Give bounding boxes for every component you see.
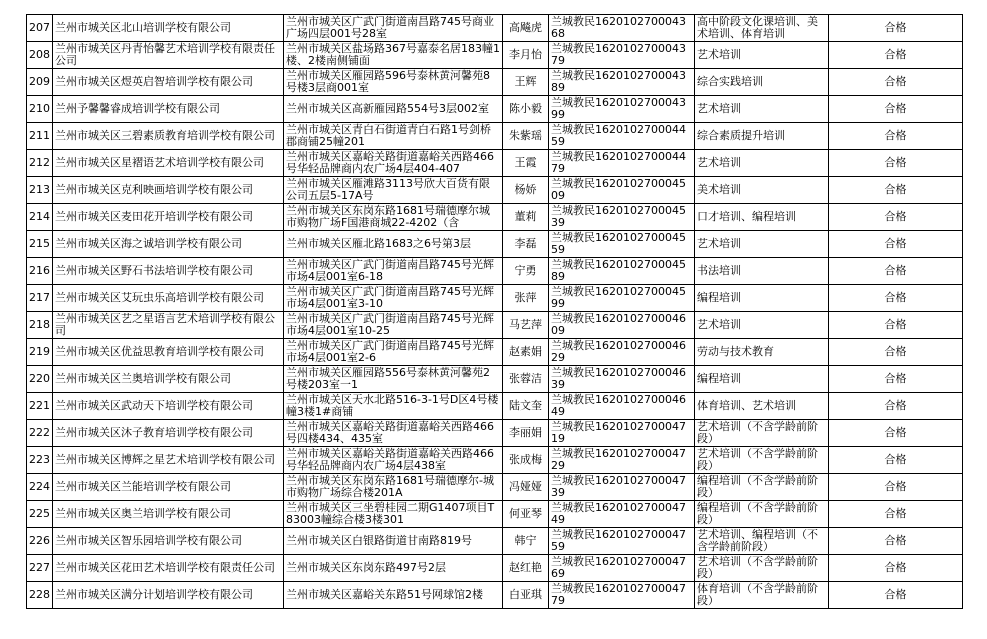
inspection-result-cell: 合格 [829,339,963,366]
inspection-result-cell: 合格 [829,42,963,69]
inspection-result-cell: 合格 [829,123,963,150]
school-name-cell: 兰州市城关区武动天下培训学校有限公司 [53,393,284,420]
table-row [27,555,963,582]
legal-person-cell: 白亚琪 [503,582,549,609]
school-name-cell: 兰州市城关区煜英启智培训学校有限公司 [53,69,284,96]
inspection-result-cell: 合格 [829,258,963,285]
license-number-cell: 兰城教民162010270004399 [549,96,695,123]
legal-person-cell: 陈小毅 [503,96,549,123]
inspection-result-cell: 合格 [829,366,963,393]
school-name-cell: 兰州市城关区花田艺术培训学校有限责任公司 [53,555,284,582]
school-name-cell: 兰州予馨馨睿成培训学校有限公司 [53,96,284,123]
row-number-cell: 222 [27,420,53,447]
row-number-cell: 225 [27,501,53,528]
school-address-cell: 兰州市城关区广武门街道南昌路745号光辉市场4层001室2-6 [284,339,503,366]
school-inspection-table [26,14,963,609]
table-row [27,420,963,447]
school-name-cell: 兰州市城关区优益思教育培训学校有限公司 [53,339,284,366]
table-row [27,393,963,420]
school-name-cell: 兰州市城关区艺之星语言艺术培训学校有限公司 [53,312,284,339]
school-name-cell: 兰州市城关区丹青怡馨艺术培训学校有限责任公司 [53,42,284,69]
row-number-cell: 228 [27,582,53,609]
table-row [27,501,963,528]
table-row [27,339,963,366]
license-number-cell: 兰城教民162010270004769 [549,555,695,582]
row-number-cell: 214 [27,204,53,231]
school-name-cell: 兰州市城关区沐子教育培训学校有限公司 [53,420,284,447]
license-number-cell: 兰城教民162010270004639 [549,366,695,393]
license-number-cell: 兰城教民162010270004389 [549,69,695,96]
legal-person-cell: 李月怡 [503,42,549,69]
school-name-cell: 兰州市城关区满分计划培训学校有限公司 [53,582,284,609]
legal-person-cell: 张蓉洁 [503,366,549,393]
training-scope-cell: 艺术培训、编程培训（不含学龄前阶段） [695,528,829,555]
training-scope-cell: 美术培训 [695,177,829,204]
legal-person-cell: 李磊 [503,231,549,258]
school-address-cell: 兰州市城关区三坐碧桂园二期G1407项目T83003幢综合楼3楼301 [284,501,503,528]
school-address-cell: 兰州市城关区雁滩路3113号欣大百货有限公司五层5-17A号 [284,177,503,204]
row-number-cell: 221 [27,393,53,420]
training-scope-cell: 艺术培训 [695,231,829,258]
legal-person-cell: 陆文奎 [503,393,549,420]
row-number-cell: 213 [27,177,53,204]
license-number-cell: 兰城教民162010270004729 [549,447,695,474]
school-name-cell: 兰州市城关区海之诚培训学校有限公司 [53,231,284,258]
training-scope-cell: 艺术培训 [695,96,829,123]
inspection-result-cell: 合格 [829,231,963,258]
inspection-result-cell: 合格 [829,69,963,96]
inspection-result-cell: 合格 [829,582,963,609]
training-scope-cell: 综合实践培训 [695,69,829,96]
license-number-cell: 兰城教民162010270004649 [549,393,695,420]
license-number-cell: 兰城教民162010270004368 [549,15,695,42]
school-name-cell: 兰州市城关区克利映画培训学校有限公司 [53,177,284,204]
inspection-result-cell: 合格 [829,528,963,555]
school-name-cell: 兰州市城关区兰奥培训学校有限公司 [53,366,284,393]
license-number-cell: 兰城教民162010270004739 [549,474,695,501]
row-number-cell: 208 [27,42,53,69]
training-scope-cell: 艺术培训（不含学龄前阶段） [695,447,829,474]
row-number-cell: 219 [27,339,53,366]
inspection-result-cell: 合格 [829,501,963,528]
school-name-cell: 兰州市城关区星褶语艺术培训学校有限公司 [53,150,284,177]
legal-person-cell: 李丽娟 [503,420,549,447]
inspection-result-cell: 合格 [829,393,963,420]
license-number-cell: 兰城教民162010270004759 [549,528,695,555]
table-row [27,96,963,123]
table-row [27,177,963,204]
school-address-cell: 兰州市城关区广武门街道南昌路745号光辉市场4层001室3-10 [284,285,503,312]
school-address-cell: 兰州市城关区广武门街道南昌路745号商业广场四层001号28室 [284,15,503,42]
row-number-cell: 215 [27,231,53,258]
inspection-result-cell: 合格 [829,204,963,231]
training-scope-cell: 艺术培训（不含学龄前阶段） [695,420,829,447]
table-row [27,69,963,96]
table-row [27,42,963,69]
school-name-cell: 兰州市城关区奥兰培训学校有限公司 [53,501,284,528]
training-scope-cell: 书法培训 [695,258,829,285]
school-name-cell: 兰州市城关区北山培训学校有限公司 [53,15,284,42]
school-name-cell: 兰州市城关区三碧素质教育培训学校有限公司 [53,123,284,150]
license-number-cell: 兰城教民162010270004459 [549,123,695,150]
row-number-cell: 211 [27,123,53,150]
row-number-cell: 217 [27,285,53,312]
row-number-cell: 209 [27,69,53,96]
training-scope-cell: 编程培训 [695,285,829,312]
inspection-result-cell: 合格 [829,420,963,447]
table-row [27,15,963,42]
legal-person-cell: 宁勇 [503,258,549,285]
training-scope-cell: 编程培训 [695,366,829,393]
legal-person-cell: 张成梅 [503,447,549,474]
inspection-result-cell: 合格 [829,285,963,312]
school-address-cell: 兰州市城关区东岗东路1681号瑞德摩尔-城市购物广场综合楼201A [284,474,503,501]
school-address-cell: 兰州市城关区广武门街道南昌路745号光辉市场4层001室10-25 [284,312,503,339]
legal-person-cell: 张萍 [503,285,549,312]
table-row [27,231,963,258]
table-row [27,150,963,177]
school-address-cell: 兰州市城关区青白石街道青白石路1号剑桥郡商铺25幢201 [284,123,503,150]
school-address-cell: 兰州市城关区广武门街道南昌路745号光辉市场4层001室6-18 [284,258,503,285]
school-address-cell: 兰州市城关区雁北路1683之6号第3层 [284,231,503,258]
row-number-cell: 224 [27,474,53,501]
table-row [27,366,963,393]
license-number-cell: 兰城教民162010270004749 [549,501,695,528]
training-scope-cell: 高中阶段文化课培训、美术培训、体育培训 [695,15,829,42]
row-number-cell: 210 [27,96,53,123]
license-number-cell: 兰城教民162010270004539 [549,204,695,231]
school-address-cell: 兰州市城关区东岗东路1681号瑞德摩尔城市购物广场F国港商城22-4202（含 [284,204,503,231]
inspection-result-cell: 合格 [829,96,963,123]
school-name-cell: 兰州市城关区艾玩虫乐高培训学校有限公司 [53,285,284,312]
legal-person-cell: 何亚琴 [503,501,549,528]
school-name-cell: 兰州市城关区野石书法培训学校有限公司 [53,258,284,285]
school-address-cell: 兰州市城关区天水北路516-3-1号D区4号楼幢3楼1#商铺 [284,393,503,420]
inspection-result-cell: 合格 [829,150,963,177]
training-scope-cell: 艺术培训 [695,42,829,69]
legal-person-cell: 韩宁 [503,528,549,555]
license-number-cell: 兰城教民162010270004599 [549,285,695,312]
legal-person-cell: 王辉 [503,69,549,96]
inspection-result-cell: 合格 [829,15,963,42]
row-number-cell: 226 [27,528,53,555]
table-row [27,258,963,285]
legal-person-cell: 杨娇 [503,177,549,204]
row-number-cell: 223 [27,447,53,474]
school-address-cell: 兰州市城关区东岗东路497号2层 [284,555,503,582]
license-number-cell: 兰城教民162010270004589 [549,258,695,285]
school-address-cell: 兰州市城关区嘉峪关路街道嘉峪关西路466号华轻品牌商内农广场4层438室 [284,447,503,474]
training-scope-cell: 编程培训（不含学龄前阶段） [695,474,829,501]
school-address-cell: 兰州市城关区盐场路367号嘉泰名居183幢1楼、2楼南侧铺面 [284,42,503,69]
legal-person-cell: 马艺萍 [503,312,549,339]
table-row [27,285,963,312]
inspection-result-cell: 合格 [829,447,963,474]
row-number-cell: 212 [27,150,53,177]
legal-person-cell: 赵红艳 [503,555,549,582]
training-scope-cell: 体育培训、艺术培训 [695,393,829,420]
training-scope-cell: 编程培训（不含学龄前阶段） [695,501,829,528]
training-scope-cell: 劳动与技术教育 [695,339,829,366]
school-name-cell: 兰州市城关区麦田花开培训学校有限公司 [53,204,284,231]
inspection-result-cell: 合格 [829,177,963,204]
table-row [27,204,963,231]
school-address-cell: 兰州市城关区嘉峪关路街道嘉峪关西路466号华轻品牌商内农广场4层404-407 [284,150,503,177]
school-name-cell: 兰州市城关区兰能培训学校有限公司 [53,474,284,501]
legal-person-cell: 董莉 [503,204,549,231]
school-name-cell: 兰州市城关区博辉之星艺术培训学校有限公司 [53,447,284,474]
school-address-cell: 兰州市城关区高新雁园路554号3层002室 [284,96,503,123]
license-number-cell: 兰城教民162010270004559 [549,231,695,258]
license-number-cell: 兰城教民162010270004779 [549,582,695,609]
inspection-result-cell: 合格 [829,474,963,501]
table-row [27,582,963,609]
license-number-cell: 兰城教民162010270004609 [549,312,695,339]
legal-person-cell: 高飚虎 [503,15,549,42]
legal-person-cell: 王霞 [503,150,549,177]
inspection-result-cell: 合格 [829,555,963,582]
legal-person-cell: 冯娅娅 [503,474,549,501]
license-number-cell: 兰城教民162010270004509 [549,177,695,204]
row-number-cell: 220 [27,366,53,393]
table-body [27,15,963,609]
school-name-cell: 兰州市城关区智乐园培训学校有限公司 [53,528,284,555]
training-scope-cell: 口才培训、编程培训 [695,204,829,231]
table-row [27,447,963,474]
table-row [27,123,963,150]
row-number-cell: 216 [27,258,53,285]
table-row [27,474,963,501]
legal-person-cell: 朱紫瑶 [503,123,549,150]
table-row [27,528,963,555]
license-number-cell: 兰城教民162010270004479 [549,150,695,177]
inspection-result-cell: 合格 [829,312,963,339]
legal-person-cell: 赵素娟 [503,339,549,366]
school-address-cell: 兰州市城关区雁园路556号泰林黄河馨苑2号楼203室一1 [284,366,503,393]
school-address-cell: 兰州市城关区嘉峪关路街道嘉峪关西路466号四楼434、435室 [284,420,503,447]
training-scope-cell: 艺术培训 [695,312,829,339]
training-scope-cell: 艺术培训（不含学龄前阶段） [695,555,829,582]
license-number-cell: 兰城教民162010270004379 [549,42,695,69]
row-number-cell: 227 [27,555,53,582]
license-number-cell: 兰城教民162010270004719 [549,420,695,447]
row-number-cell: 218 [27,312,53,339]
school-address-cell: 兰州市城关区嘉峪关东路51号网球馆2楼 [284,582,503,609]
training-scope-cell: 综合素质提升培训 [695,123,829,150]
license-number-cell: 兰城教民162010270004629 [549,339,695,366]
table-row [27,312,963,339]
school-address-cell: 兰州市城关区雁园路596号泰林黄河馨苑8号楼3层商001室 [284,69,503,96]
row-number-cell: 207 [27,15,53,42]
school-address-cell: 兰州市城关区白银路街道甘南路819号 [284,528,503,555]
training-scope-cell: 艺术培训 [695,150,829,177]
training-scope-cell: 体育培训（不含学龄前阶段） [695,582,829,609]
